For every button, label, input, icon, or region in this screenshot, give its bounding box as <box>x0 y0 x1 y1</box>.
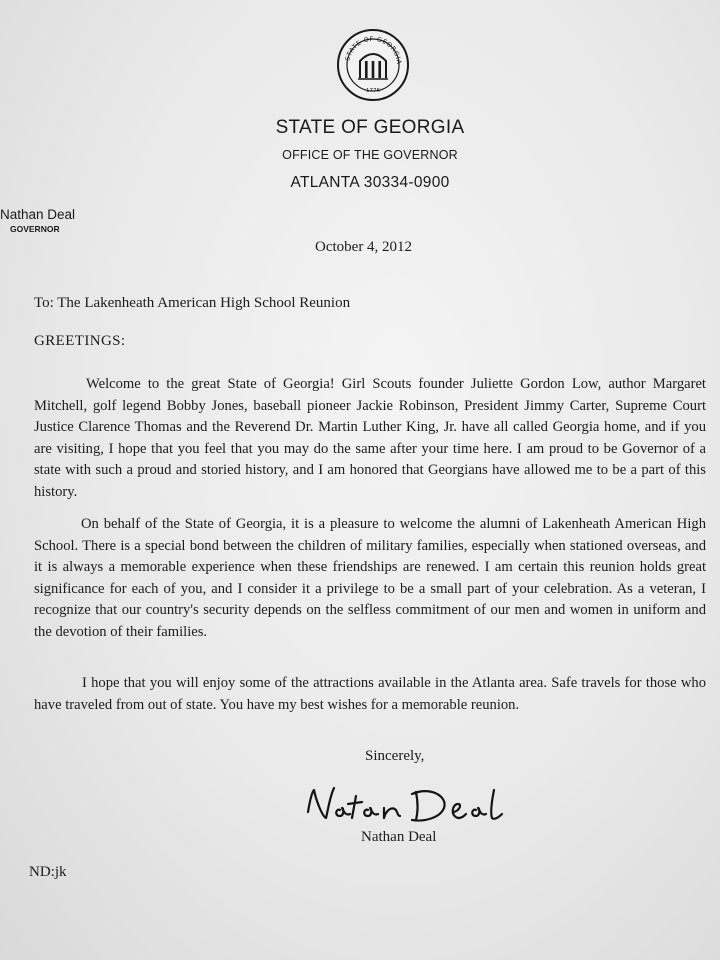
governor-title: GOVERNOR <box>10 224 60 234</box>
letter-date: October 4, 2012 <box>315 239 413 255</box>
svg-text:1776: 1776 <box>366 88 380 94</box>
paragraph-welcome: Welcome to the great State of Georgia! Girl Scouts founder Juliette Gordon Low, author Margaret Mitchell, golf legend Bobby Jones, baseball pioneer Jackie Robinson, President Jimmy Carter, Supreme Court Justice Clarence Thomas and the Reverend Dr. Martin Luther King, Jr. have all called Georgia home, and if you are visiting, I hope that you feel that you may do the same after your time here. I am proud to be Governor of a state with such a proud and storied history, and I am honored that Georgians have allowed me to be a part of this history. <box>34 376 706 500</box>
state-seal-logo <box>336 28 410 102</box>
reference-initials: ND:jk <box>29 864 67 880</box>
signer-name: Nathan Deal <box>361 829 437 845</box>
closing: Sincerely, <box>365 748 425 764</box>
letterhead-office: OFFICE OF THE GOVERNOR <box>282 148 458 162</box>
svg-text:STATE OF GEORGIA: STATE OF GEORGIA <box>344 35 403 65</box>
governor-name: Nathan Deal <box>0 207 76 222</box>
letterhead-city: ATLANTA 30334-0900 <box>290 174 450 191</box>
salutation: GREETINGS: <box>34 333 126 349</box>
paragraph-attractions: I hope that you will enjoy some of the attractions available in the Atlanta area. Safe travels for those who have traveled from out of state. You have my best wishes for a memorable reunion. <box>34 675 706 713</box>
signature <box>300 782 530 830</box>
letterhead-state: STATE OF GEORGIA <box>275 117 465 138</box>
recipient-line: To: The Lakenheath American High School Reunion <box>34 295 351 311</box>
paragraph-behalf: On behalf of the State of Georgia, it is a pleasure to welcome the alumni of Lakenheath American High School. There is a special bond between the children of military families, especially when stationed overseas, and it is always a memorable experience when these friendships are renewed. I am certain this reunion holds great significance for each of you, and I consider it a privilege to be a small part of your celebration. As a veteran, I recognize that our country's security depends on the selfless commitment of our men and women in uniform and the devotion of their families. <box>34 516 706 640</box>
